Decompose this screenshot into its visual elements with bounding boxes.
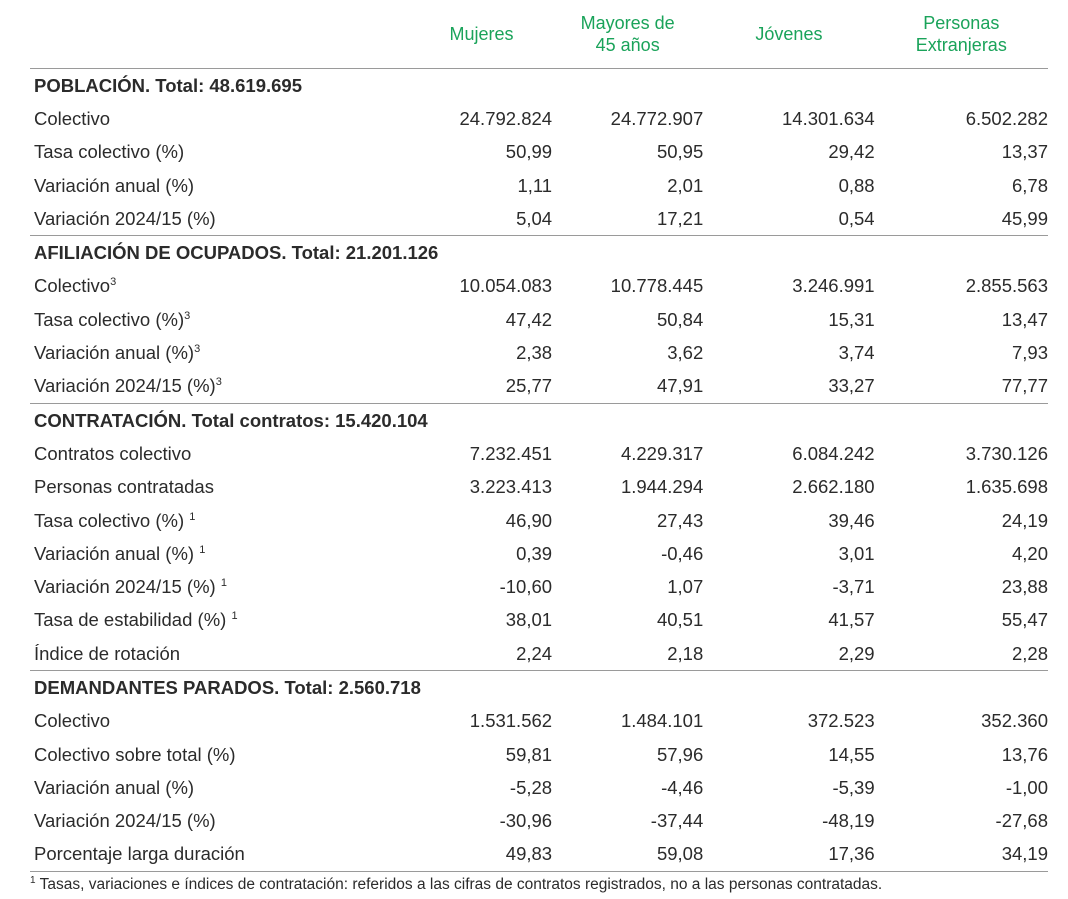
header-label-blank	[30, 0, 411, 69]
value-cell: 13,47	[1001, 308, 1048, 330]
value-cell: 7.232.451	[469, 442, 553, 464]
value-cell: 23,88	[1001, 576, 1048, 598]
value-cell: 13,37	[1001, 141, 1048, 163]
value-cell: -1,00	[1005, 776, 1048, 798]
table-row	[30, 202, 1048, 236]
value-cell: 24.772.907	[610, 107, 704, 129]
value-cell: 3.223.413	[469, 476, 553, 498]
value-cell: 25,77	[505, 375, 553, 397]
footnote-reference: 3	[194, 342, 201, 355]
row-label	[30, 136, 411, 169]
value-cell: 2,38	[516, 342, 553, 364]
footnote-reference: 3	[110, 276, 117, 289]
value-cell: 27,43	[656, 509, 704, 531]
section-header-row	[30, 403, 1048, 437]
value-cell: 55,47	[1001, 609, 1048, 631]
value-cell: 47,42	[505, 308, 553, 330]
value-cell: 3.730.126	[965, 442, 1048, 464]
value-cell: 0,54	[838, 207, 875, 229]
value-cell: -4,46	[661, 776, 704, 798]
row-label-text: Índice de rotación	[34, 642, 181, 664]
column-header	[703, 0, 874, 69]
section-header-row	[30, 236, 1048, 270]
value-cell: 2,18	[667, 642, 704, 664]
column-header-line: Extranjeras	[915, 35, 1007, 55]
value-cell: 6.502.282	[965, 107, 1048, 129]
table-row	[30, 471, 1048, 504]
row-label	[30, 102, 411, 135]
row-label-text: Tasa colectivo (%)	[34, 141, 185, 163]
table-row	[30, 838, 1048, 872]
row-label-text: Variación anual (%)	[34, 174, 195, 196]
value-cell: 3,74	[838, 342, 875, 364]
row-label-text: Tasa colectivo (%)	[34, 509, 190, 531]
value-cell: 2.662.180	[792, 476, 875, 498]
footnote-reference: 1	[220, 576, 227, 589]
value-cell: 7,93	[1011, 342, 1048, 364]
row-label	[30, 169, 411, 202]
table-row	[30, 102, 1048, 135]
row-label-text: Colectivo sobre total (%)	[34, 743, 236, 765]
value-cell: 1,11	[517, 174, 553, 196]
value-cell: 0,39	[516, 542, 553, 564]
row-label-text: Colectivo	[34, 275, 111, 297]
value-cell: 2,01	[667, 174, 704, 196]
value-cell: 14.301.634	[782, 107, 875, 129]
row-label	[30, 537, 411, 570]
value-cell: 1.944.294	[620, 476, 704, 498]
row-label-text: Variación anual (%)	[34, 542, 200, 564]
value-cell: 10.778.445	[610, 275, 704, 297]
table-row	[30, 570, 1048, 603]
value-cell: 34,19	[875, 838, 1048, 872]
row-label	[30, 805, 411, 838]
value-cell: 3.246.991	[792, 275, 875, 297]
section-title: CONTRATACIÓN. Total contratos: 15.420.104	[30, 403, 1048, 437]
value-cell: 15,31	[828, 308, 875, 330]
value-cell: 50,99	[505, 141, 553, 163]
value-cell: -5,28	[509, 776, 553, 798]
value-cell: -5,39	[832, 776, 875, 798]
section-title: POBLACIÓN. Total: 48.619.695	[34, 74, 302, 96]
value-cell: 5,04	[516, 207, 553, 229]
footnote-reference: 1	[199, 543, 206, 556]
row-label	[30, 705, 411, 738]
value-cell: 2,28	[1011, 642, 1048, 664]
footnote-reference: 3	[184, 309, 191, 322]
row-label	[30, 303, 411, 336]
table-body	[30, 69, 1048, 872]
column-header-line: Jóvenes	[755, 24, 823, 44]
row-label	[30, 270, 411, 303]
statistics-table	[30, 0, 1048, 872]
value-cell: 0,88	[838, 174, 875, 196]
value-cell: 47,91	[656, 375, 704, 397]
row-label-text: Variación 2024/15 (%)	[34, 207, 216, 229]
row-label	[30, 637, 411, 671]
value-cell: 33,27	[828, 375, 875, 397]
table-row	[30, 637, 1048, 671]
row-label-text: Variación anual (%)	[34, 342, 195, 364]
column-header-line: Mayores de	[580, 13, 675, 33]
value-cell: 38,01	[505, 609, 553, 631]
table-row	[30, 336, 1048, 369]
footnote-text: Tasas, variaciones e índices de contratación: referidos a las cifras de contratos registrados, no a las personas contratadas.	[35, 876, 883, 893]
value-cell: -10,60	[499, 576, 553, 598]
value-cell: 2,29	[838, 642, 875, 664]
value-cell: 41,57	[828, 609, 875, 631]
value-cell: 57,96	[656, 743, 704, 765]
row-label	[30, 370, 411, 404]
footnote-reference: 3	[215, 376, 222, 389]
value-cell: -30,96	[499, 810, 553, 832]
footnote-mark: 1	[30, 874, 36, 886]
column-header-line: Personas	[923, 13, 1000, 33]
value-cell: 6.084.242	[792, 442, 875, 464]
value-cell: 6,78	[1011, 174, 1048, 196]
row-label	[30, 738, 411, 771]
value-cell: 50,84	[656, 308, 704, 330]
table-row	[30, 805, 1048, 838]
value-cell: 45,99	[1001, 207, 1048, 229]
table-row	[30, 504, 1048, 537]
table-row	[30, 303, 1048, 336]
table-header	[30, 0, 1048, 69]
column-header	[875, 0, 1048, 69]
value-cell: 50,95	[656, 141, 704, 163]
value-cell: 24,19	[1001, 509, 1048, 531]
section-header-row	[30, 671, 1048, 705]
value-cell: -48,19	[822, 810, 875, 832]
value-cell: 372.523	[807, 710, 875, 732]
section-title: AFILIACIÓN DE OCUPADOS. Total: 21.201.126	[30, 236, 1048, 270]
value-cell: 14,55	[828, 743, 875, 765]
value-cell: -27,68	[995, 810, 1048, 832]
row-label-text: Variación anual (%)	[34, 776, 195, 798]
row-label-text: Colectivo	[34, 710, 111, 732]
table-row	[30, 738, 1048, 771]
value-cell: 29,42	[828, 141, 875, 163]
table-row	[30, 169, 1048, 202]
footnote	[30, 876, 882, 894]
row-label	[30, 604, 411, 637]
row-label-text: Tasa colectivo (%)	[34, 308, 185, 330]
row-label	[30, 771, 411, 804]
value-cell: 2.855.563	[965, 275, 1048, 297]
value-cell: -37,44	[650, 810, 704, 832]
value-cell: -0,46	[661, 542, 704, 564]
table-row	[30, 537, 1048, 570]
value-cell: 46,90	[505, 509, 553, 531]
table-row	[30, 270, 1048, 303]
column-header-line: 45 años	[595, 35, 660, 55]
value-cell: 1.635.698	[965, 476, 1048, 498]
value-cell: 39,46	[828, 509, 875, 531]
row-label	[30, 471, 411, 504]
table-row	[30, 370, 1048, 404]
value-cell: 352.360	[981, 710, 1048, 732]
row-label	[30, 336, 411, 369]
value-cell: 49,83	[411, 838, 552, 872]
row-label	[30, 504, 411, 537]
value-cell: 2,24	[516, 642, 553, 664]
row-label	[30, 202, 411, 236]
column-header	[411, 0, 552, 69]
value-cell: 4,20	[1011, 542, 1048, 564]
row-label	[30, 570, 411, 603]
value-cell: 1.531.562	[469, 710, 553, 732]
table-row	[30, 604, 1048, 637]
table-row	[30, 437, 1048, 470]
table-row	[30, 705, 1048, 738]
section-title: DEMANDANTES PARADOS. Total: 2.560.718	[30, 671, 1048, 705]
header-row	[30, 0, 1048, 69]
value-cell: 13,76	[1001, 743, 1048, 765]
row-label-text: Variación 2024/15 (%)	[34, 576, 221, 598]
row-label-text: Porcentaje larga duración	[34, 843, 245, 865]
value-cell: 59,08	[552, 838, 703, 872]
value-cell: 1,07	[667, 576, 704, 598]
table-row	[30, 771, 1048, 804]
value-cell: 1.484.101	[620, 710, 704, 732]
value-cell: 17,36	[703, 838, 874, 872]
row-label	[30, 838, 411, 872]
value-cell: 24.792.824	[459, 107, 553, 129]
section-header-row	[30, 69, 1048, 103]
value-cell: 40,51	[656, 609, 704, 631]
footnote-reference: 1	[189, 510, 196, 523]
value-cell: 10.054.083	[459, 275, 553, 297]
value-cell: 4.229.317	[620, 442, 704, 464]
value-cell: 3,62	[667, 342, 704, 364]
column-header-line: Mujeres	[449, 24, 514, 44]
table-row	[30, 136, 1048, 169]
row-label-text: Contratos colectivo	[34, 442, 192, 464]
column-header	[552, 0, 703, 69]
row-label-text: Colectivo	[34, 107, 111, 129]
row-label	[30, 437, 411, 470]
value-cell: 77,77	[1001, 375, 1048, 397]
value-cell: 17,21	[656, 207, 704, 229]
row-label-text: Tasa de estabilidad (%)	[34, 609, 232, 631]
value-cell: 3,01	[838, 542, 875, 564]
row-label-text: Variación 2024/15 (%)	[34, 375, 216, 397]
footnote-reference: 1	[231, 610, 238, 623]
row-label-text: Personas contratadas	[34, 476, 214, 498]
row-label-text: Variación 2024/15 (%)	[34, 810, 216, 832]
value-cell: 59,81	[505, 743, 553, 765]
value-cell: -3,71	[832, 576, 875, 598]
